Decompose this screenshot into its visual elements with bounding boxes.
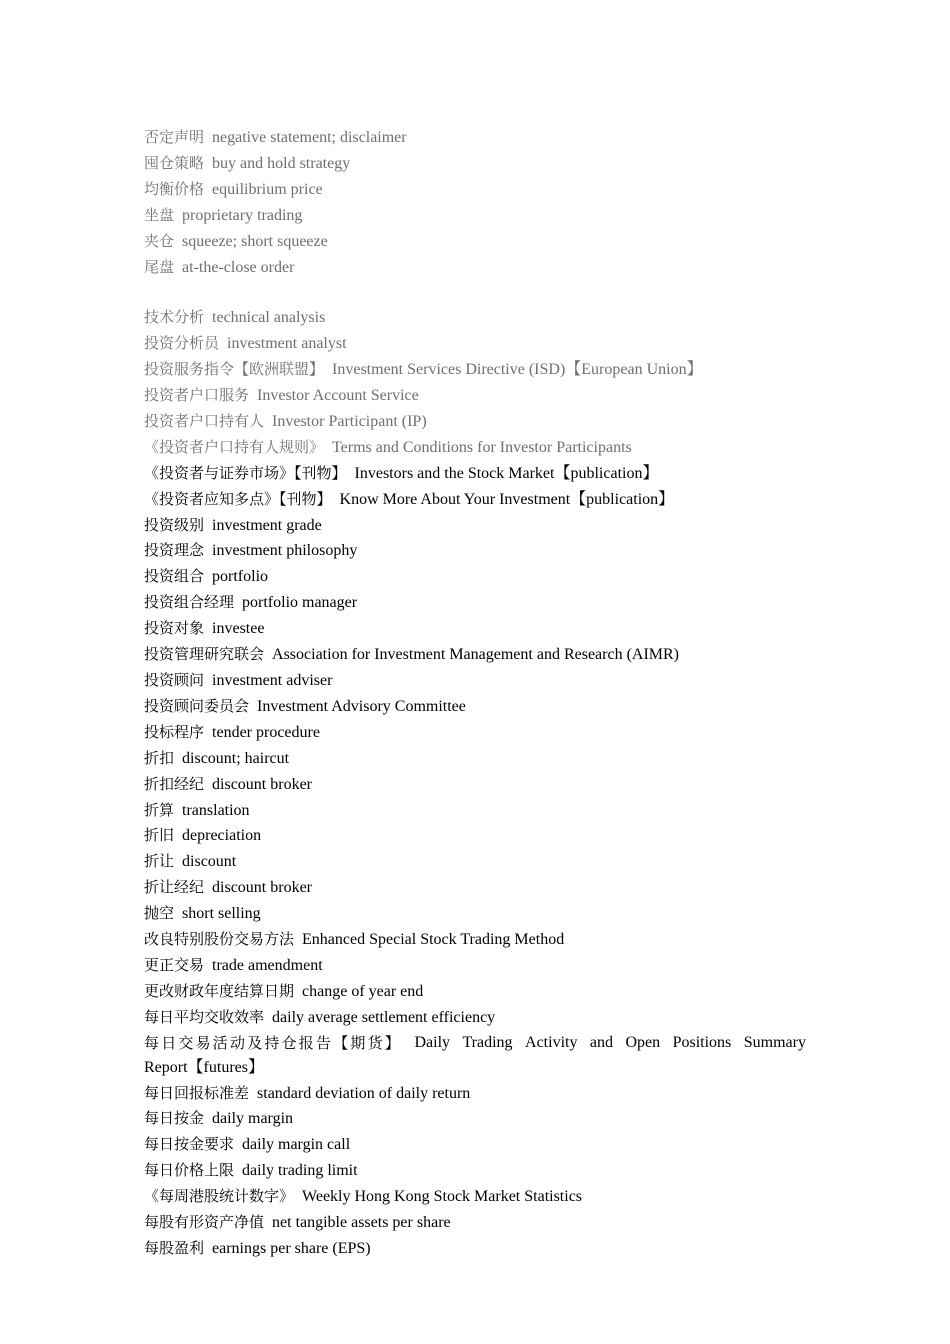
term-en: Association for Investment Management and Research (AIMR)	[272, 646, 680, 664]
glossary-entry	[144, 979, 806, 1005]
term-zh: 更改财政年度结算日期	[144, 981, 295, 1000]
term-en: investee	[212, 620, 265, 638]
glossary-entry	[144, 1158, 806, 1184]
term-en: discount; haircut	[182, 749, 290, 767]
term-en: technical analysis	[212, 309, 326, 327]
term-zh: 改良特别股份交易方法	[144, 930, 295, 949]
glossary-entry	[144, 1132, 806, 1158]
term-en: translation	[182, 801, 250, 819]
glossary-entry	[144, 1005, 806, 1031]
term-en: proprietary trading	[182, 206, 303, 224]
term-zh: 每股有形资产净值	[144, 1213, 265, 1232]
term-zh: 折扣	[144, 748, 175, 767]
term-en: short selling	[182, 905, 261, 923]
term-en: tender procedure	[212, 723, 320, 741]
term-en: standard deviation of daily return	[257, 1084, 471, 1102]
term-en: negative statement; disclaimer	[212, 129, 407, 146]
term-zh: 投资对象	[144, 619, 205, 638]
glossary-group-2-faded	[144, 305, 806, 460]
term-en: Weekly Hong Kong Stock Market Statistics	[302, 1188, 583, 1206]
glossary-entry	[144, 901, 806, 927]
glossary-page	[144, 125, 806, 1262]
term-en: investment grade	[212, 516, 322, 534]
term-en: investment philosophy	[212, 542, 358, 560]
term-zh: 每股盈利	[144, 1238, 205, 1257]
term-en-word: Positions	[672, 1033, 732, 1051]
glossary-entry	[144, 331, 806, 357]
glossary-entry	[144, 203, 806, 229]
term-zh: 投资服务指令【欧洲联盟】	[144, 360, 325, 379]
term-zh: 折旧	[144, 826, 175, 845]
glossary-entry	[144, 435, 806, 461]
term-en: discount	[182, 853, 237, 871]
glossary-entry	[144, 849, 806, 875]
term-en: discount broker	[212, 879, 312, 897]
term-en: investment adviser	[212, 672, 333, 690]
term-en-word: Daily	[414, 1033, 451, 1051]
term-zh: 投标程序	[144, 722, 205, 741]
term-en: daily margin	[212, 1110, 294, 1128]
glossary-entry	[144, 720, 806, 746]
term-en: squeeze; short squeeze	[182, 232, 328, 250]
glossary-entry	[144, 823, 806, 849]
glossary-entry	[144, 357, 806, 383]
glossary-entry	[144, 538, 806, 564]
term-zh: 夹仓	[144, 231, 175, 250]
term-zh: 投资理念	[144, 541, 205, 560]
term-zh: 每日按金要求	[144, 1135, 235, 1154]
term-en: Terms and Conditions for Investor Participants	[332, 438, 632, 456]
term-en: change of year end	[302, 982, 424, 1000]
glossary-entry	[144, 409, 806, 435]
term-zh: 折算	[144, 800, 175, 819]
glossary-entry	[144, 668, 806, 694]
glossary-entry	[144, 1210, 806, 1236]
term-zh: 每日价格上限	[144, 1161, 235, 1180]
term-en-word: and	[589, 1033, 614, 1051]
glossary-entry	[144, 305, 806, 331]
glossary-entry	[144, 1184, 806, 1210]
term-en-word: Summary	[743, 1033, 806, 1051]
glossary-entry	[144, 513, 806, 539]
term-zh: 坐盘	[144, 205, 175, 224]
term-en: Investment Services Directive (ISD)【European Union】	[332, 361, 703, 379]
term-en-word: Trading	[462, 1033, 513, 1051]
glossary-entry	[144, 151, 806, 177]
term-en: portfolio manager	[242, 594, 358, 612]
term-zh: 更正交易	[144, 955, 205, 974]
term-en-word: Activity	[525, 1033, 578, 1051]
term-en: Investment Advisory Committee	[257, 697, 466, 715]
glossary-entry	[144, 1236, 806, 1262]
term-zh: 投资者户口服务	[144, 386, 250, 405]
blank-line	[144, 280, 806, 305]
term-zh: 每日平均交收效率	[144, 1007, 265, 1026]
term-en: investment analyst	[227, 335, 347, 353]
term-zh: 每日回报标准差	[144, 1083, 250, 1102]
term-en: earnings per share (EPS)	[212, 1239, 371, 1257]
wrapped-line-2: Report【futures】	[144, 1058, 264, 1076]
glossary-group-3	[144, 1081, 806, 1262]
glossary-entry	[144, 772, 806, 798]
glossary-entry	[144, 564, 806, 590]
term-en: at-the-close order	[182, 258, 295, 276]
term-en: daily average settlement efficiency	[272, 1008, 496, 1026]
term-zh: 囤仓策略	[144, 153, 205, 172]
glossary-entry	[144, 590, 806, 616]
term-en: net tangible assets per share	[272, 1214, 451, 1232]
term-zh: 尾盘	[144, 257, 175, 276]
term-en: discount broker	[212, 775, 312, 793]
term-en-word: Open	[625, 1033, 661, 1051]
term-zh: 投资顾问委员会	[144, 696, 250, 715]
term-en: buy and hold strategy	[212, 154, 351, 172]
glossary-entry	[144, 461, 806, 487]
term-zh: 投资者户口持有人	[144, 411, 265, 430]
glossary-entry	[144, 746, 806, 772]
term-en: Investor Account Service	[257, 387, 419, 405]
term-zh: 投资组合经理	[144, 593, 235, 612]
term-zh: 投资顾问	[144, 671, 205, 690]
glossary-group-1	[144, 125, 806, 280]
glossary-entry	[144, 1081, 806, 1107]
glossary-entry	[144, 616, 806, 642]
term-en: Enhanced Special Stock Trading Method	[302, 931, 565, 949]
term-en: Know More About Your Investment【publication】	[339, 490, 675, 508]
term-en: daily trading limit	[242, 1162, 358, 1180]
term-en: trade amendment	[212, 956, 323, 974]
term-zh: 投资级别	[144, 515, 205, 534]
glossary-entry	[144, 642, 806, 668]
term-en: Investor Participant (IP)	[272, 412, 427, 430]
term-en: Investors and the Stock Market【publication】	[354, 464, 659, 482]
glossary-entry	[144, 177, 806, 203]
glossary-entry	[144, 229, 806, 255]
glossary-entry-wrapped	[144, 1031, 806, 1081]
term-zh: 《投资者户口持有人规则》	[144, 437, 325, 456]
term-zh: 投资分析员	[144, 334, 220, 353]
term-zh: 折扣经纪	[144, 774, 205, 793]
glossary-entry	[144, 487, 806, 513]
term-zh: 技术分析	[144, 308, 205, 327]
glossary-entry	[144, 383, 806, 409]
term-zh: 折让	[144, 852, 175, 871]
glossary-group-2	[144, 461, 806, 1031]
term-en: equilibrium price	[212, 180, 323, 198]
term-zh: 每日交易活动及持仓报告【期货】	[144, 1033, 403, 1052]
term-en: depreciation	[182, 827, 262, 845]
glossary-entry	[144, 798, 806, 824]
glossary-entry	[144, 125, 806, 151]
term-zh: 折让经纪	[144, 878, 205, 897]
term-zh: 均衡价格	[144, 179, 205, 198]
glossary-entry	[144, 927, 806, 953]
term-zh: 《每周港股统计数字》	[144, 1187, 295, 1206]
glossary-entry	[144, 875, 806, 901]
wrapped-line-1	[144, 1031, 806, 1056]
term-en: daily margin call	[242, 1136, 351, 1154]
term-zh: 抛空	[144, 904, 175, 923]
term-zh: 《投资者应知多点》【刊物】	[144, 489, 332, 508]
glossary-entry	[144, 1106, 806, 1132]
term-en: portfolio	[212, 568, 269, 586]
glossary-entry	[144, 953, 806, 979]
term-zh: 投资组合	[144, 567, 205, 586]
term-zh: 否定声明	[144, 128, 205, 146]
term-zh: 《投资者与证券市场》【刊物】	[144, 463, 347, 482]
glossary-entry	[144, 255, 806, 281]
glossary-entry	[144, 694, 806, 720]
term-zh: 每日按金	[144, 1109, 205, 1128]
term-zh: 投资管理研究联会	[144, 645, 265, 664]
